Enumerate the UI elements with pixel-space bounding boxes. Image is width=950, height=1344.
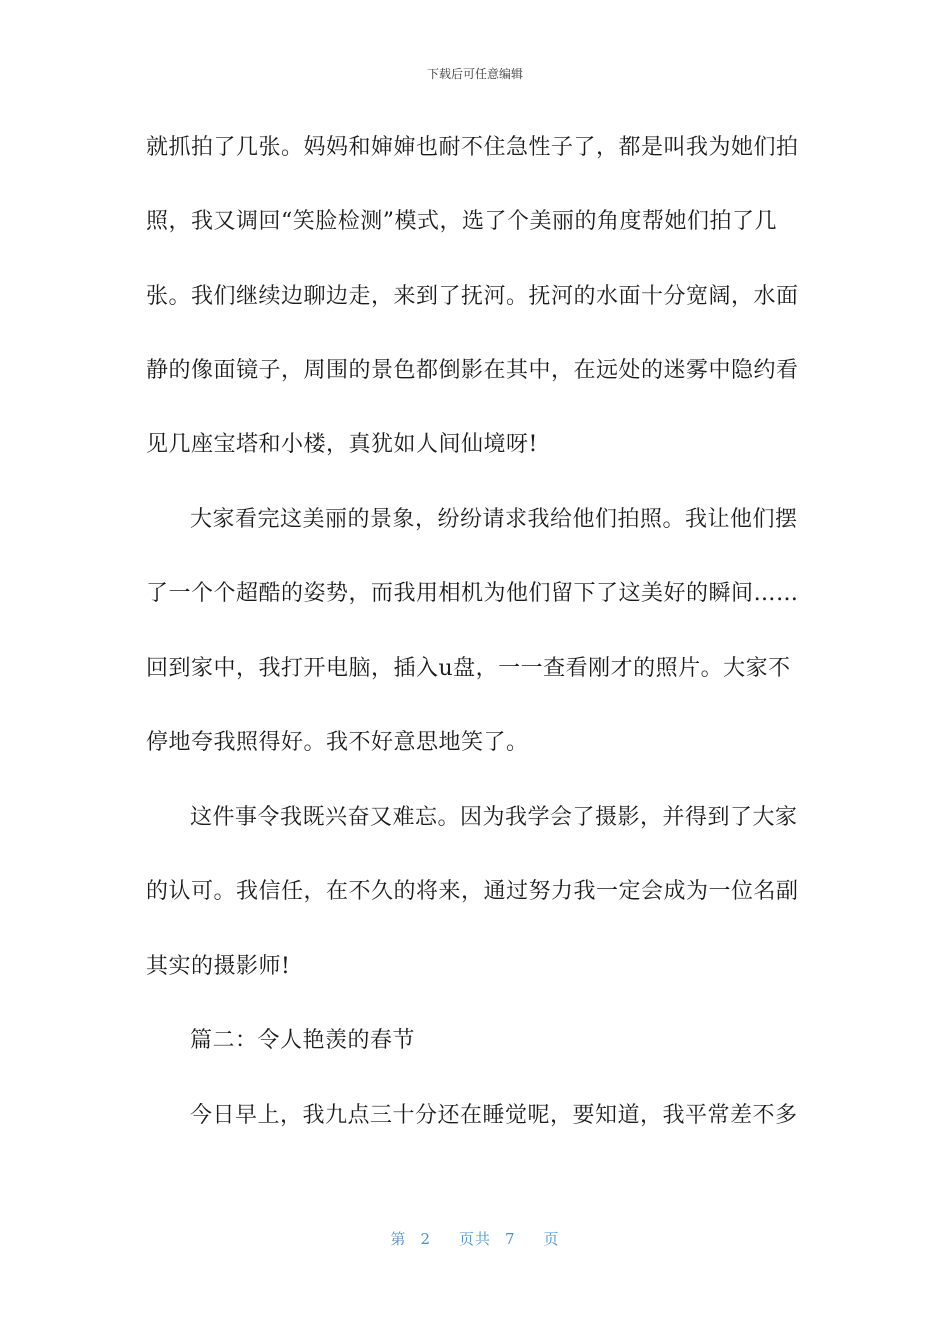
text-line: 今日早上，我九点三十分还在睡觉呢，要知道，我平常差不多 — [190, 1103, 798, 1128]
text-line: 的认可。我信任，在不久的将来，通过努力我一定会成为一位名副 — [146, 879, 799, 904]
text-line: 了一个个超酷的姿势，而我用相机为他们留下了这美好的瞬间…… — [146, 581, 799, 606]
total-pages: 7 — [505, 1230, 516, 1248]
page-end-label: 页 — [543, 1230, 560, 1248]
text-line: 这件事令我既兴奋又难忘。因为我学会了摄影，并得到了大家 — [190, 805, 798, 830]
text-line: 其实的摄影师! — [146, 954, 291, 979]
text-line: 静的像面镜子，周围的景色都倒影在其中，在远处的迷雾中隐约看 — [146, 358, 799, 383]
text-line: 张。我们继续边聊边走，来到了抚河。抚河的水面十分宽阔，水面 — [146, 284, 799, 309]
text-line: 回到家中，我打开电脑，插入u盘，一一查看刚才的照片。大家不 — [146, 656, 791, 681]
text-line: 见几座宝塔和小楼，真犹如人间仙境呀! — [146, 432, 538, 457]
text-line: 停地夸我照得好。我不好意思地笑了。 — [146, 730, 529, 755]
page-number: 2 — [420, 1230, 431, 1248]
page-mid-label: 页共 — [458, 1230, 491, 1248]
text-line: 就抓拍了几张。妈妈和婶婶也耐不住急性子了，都是叫我为她们拍 — [146, 135, 799, 160]
page-label: 第 — [390, 1230, 407, 1248]
text-line: 照，我又调回“笑脸检测”模式，选了个美丽的角度帮她们拍了几 — [146, 209, 777, 234]
section-heading: 篇二：令人艳羡的春节 — [190, 1028, 416, 1053]
text-line: 大家看完这美丽的景象，纷纷请求我给他们拍照。我让他们摆 — [190, 507, 798, 532]
page-header-note: 下载后可任意编辑 — [426, 67, 523, 81]
page-footer — [0, 1229, 950, 1249]
